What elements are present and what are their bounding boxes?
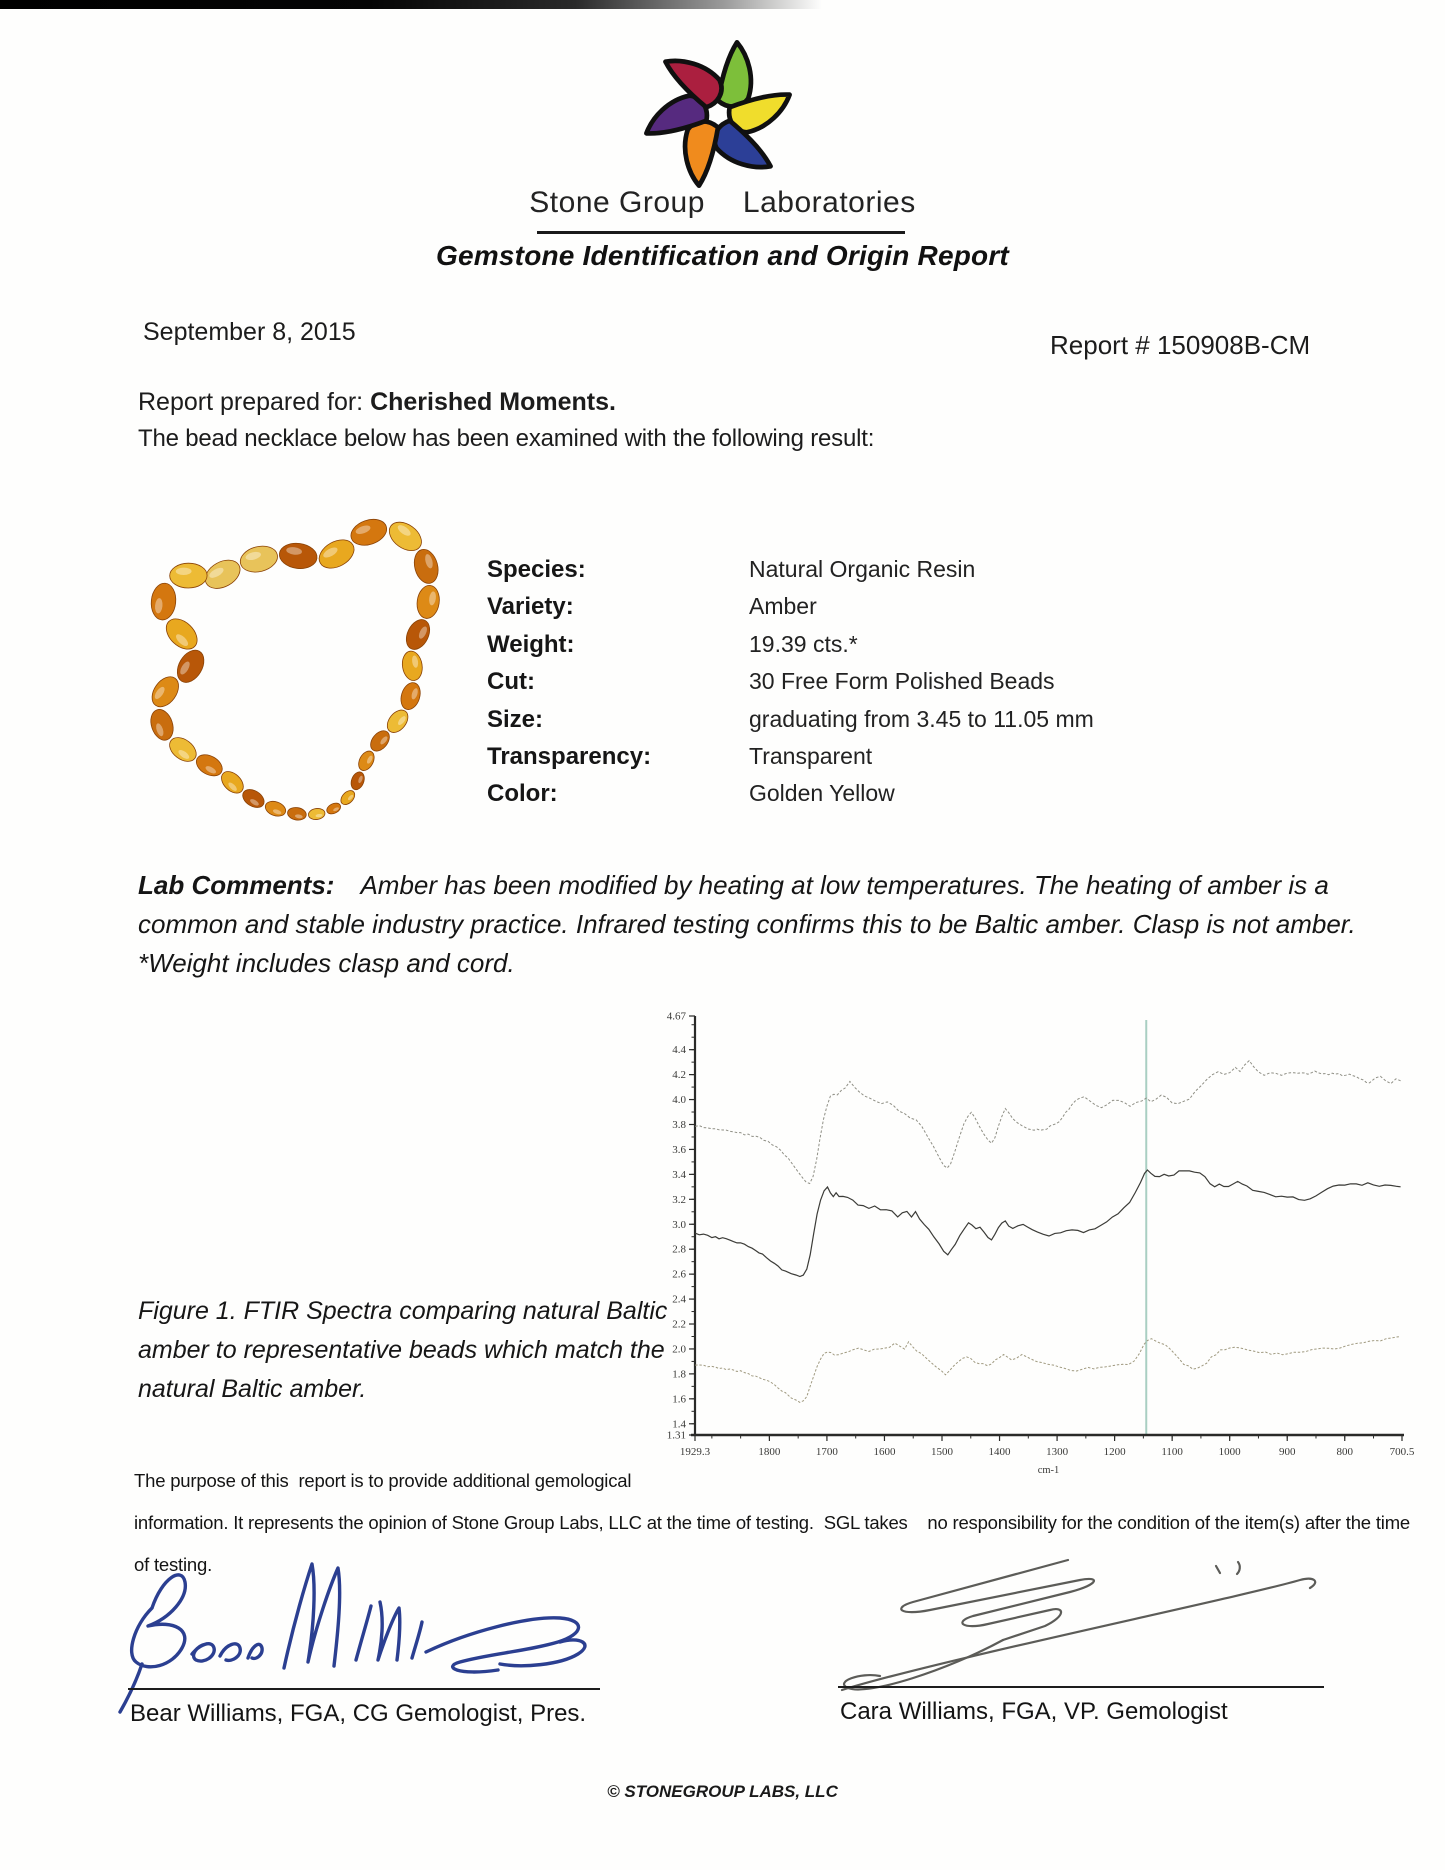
property-row (487, 780, 1094, 817)
property-value: 19.39 cts.* (749, 630, 858, 657)
ftir-chart-canvas (580, 986, 1445, 1496)
amber-bead (238, 542, 281, 575)
signature-stroke (220, 1644, 240, 1661)
y-tick-label: 3.8 (672, 1118, 686, 1131)
x-tick-label: 1300 (1046, 1446, 1069, 1458)
y-tick-label: 1.31 (666, 1429, 686, 1442)
disclaimer-line: of testing. (134, 1554, 213, 1575)
amber-bead (402, 616, 435, 654)
y-tick-label: 2.0 (672, 1343, 686, 1356)
property-label: Species: (487, 556, 586, 583)
disclaimer-line: information. It represents the opinion of Stone Group Labs, LLC at the time of testing. SGL takes no responsibility for the condition of the item(s) after the time (134, 1512, 1410, 1533)
lab-comments-text1: Amber has been modified by heating at low temperatures. The heating of amber is a (360, 870, 1329, 900)
x-tick-label: 1400 (988, 1446, 1011, 1458)
x-tick-label: 700.5 (1389, 1446, 1415, 1458)
signature-stroke (842, 1579, 1315, 1690)
y-tick-label: 2.6 (672, 1268, 686, 1281)
signature-stroke (192, 1644, 214, 1661)
figure-caption-line1: Figure 1. FTIR Spectra comparing natural Baltic (138, 1297, 668, 1325)
amber-bead (411, 547, 442, 586)
y-tick-label: 3.4 (672, 1168, 686, 1181)
property-value: graduating from 3.45 to 11.05 mm (749, 705, 1094, 732)
lab-comments-footnote: *Weight includes clasp and cord. (138, 948, 515, 978)
y-tick-label: 1.6 (672, 1393, 686, 1406)
figure-caption-line3: natural Baltic amber. (138, 1375, 367, 1403)
cara-williams-signature-image (818, 1538, 1358, 1708)
lab-comments-label: Lab Comments: (138, 870, 335, 900)
property-value: Golden Yellow (749, 780, 895, 807)
property-value: 30 Free Form Polished Beads (749, 668, 1055, 695)
figure-caption-line2: amber to representative beads which match the (138, 1336, 665, 1364)
ftir-spectra-chart (580, 986, 1445, 1496)
property-value: Amber (749, 593, 817, 620)
copyright-footer: © STONEGROUP LABS, LLC (607, 1782, 838, 1801)
property-label: Size: (487, 705, 544, 733)
amber-bead (347, 515, 390, 550)
x-tick-label: 1700 (815, 1446, 838, 1458)
y-tick-label: 3.0 (672, 1218, 686, 1231)
property-label: Color: (487, 780, 558, 808)
property-row (487, 668, 1094, 705)
amber-bead (349, 770, 367, 792)
signature-stroke (378, 1602, 400, 1660)
y-tick-label: 2.2 (672, 1318, 686, 1331)
stone-group-logo (638, 30, 798, 190)
x-tick-label: 1600 (873, 1446, 896, 1458)
property-label: Cut: (487, 668, 535, 696)
scan-artifact-band (0, 0, 822, 9)
report-title: Gemstone Identification and Origin Report (436, 240, 1009, 271)
x-tick-label: 1100 (1161, 1446, 1183, 1458)
spectrum-curve (695, 1061, 1400, 1184)
prepared-for-prefix: Report prepared for: (138, 388, 371, 416)
property-row (487, 706, 1094, 743)
signature-stroke (132, 1575, 186, 1667)
disclaimer-line: The purpose of this report is to provide additional gemological (134, 1470, 632, 1491)
x-tick-label: 1929.3 (679, 1446, 711, 1458)
signature-stroke (284, 1564, 340, 1668)
gem-properties-table (487, 556, 1094, 818)
signature-stroke (1216, 1566, 1220, 1573)
y-tick-label: 1.4 (672, 1418, 686, 1431)
y-tick-label: 2.4 (672, 1293, 686, 1306)
y-tick-label: 4.2 (672, 1069, 686, 1082)
amber-bead (150, 582, 178, 621)
y-tick-label: 3.6 (672, 1143, 686, 1156)
lab-comments-line1 (138, 866, 1408, 905)
client-name: Cherished Moments. (370, 388, 616, 416)
logo-petal-icon (718, 42, 751, 106)
amber-bead (239, 786, 267, 811)
amber-bead (278, 541, 319, 571)
property-row (487, 743, 1094, 780)
x-axis-label: cm-1 (1037, 1465, 1060, 1476)
amber-bead (325, 801, 342, 816)
property-label: Weight: (487, 630, 575, 658)
y-tick-label: 1.8 (672, 1368, 686, 1381)
property-label: Transparency: (487, 742, 652, 770)
spectrum-curve (695, 1337, 1400, 1403)
lab-name-right: Laboratories (742, 186, 916, 219)
logo-petal-icon (685, 121, 718, 185)
amber-bead (147, 706, 177, 743)
report-date: September 8, 2015 (143, 318, 356, 346)
property-row (487, 556, 1094, 593)
lab-name-underline (537, 231, 905, 234)
amber-bead (400, 650, 424, 682)
signature-line-left (128, 1688, 600, 1690)
amber-bead (193, 750, 226, 780)
signer-name-right: Cara Williams, FGA, VP. Gemologist (840, 1698, 1228, 1725)
property-value: Natural Organic Resin (749, 556, 976, 582)
property-label: Variety: (487, 593, 574, 621)
amber-bead (287, 806, 308, 821)
signature-stroke (248, 1644, 262, 1658)
lab-comments-text2: common and stable industry practice. Infrared testing confirms this to be Baltic amber. Clasp is not amber. (138, 909, 1356, 939)
signature-block-vp (818, 1538, 1358, 1738)
y-tick-label: 4.0 (672, 1094, 686, 1107)
amber-bead (415, 584, 442, 620)
property-row (487, 593, 1094, 630)
lab-name-left: Stone Group (529, 186, 705, 219)
signature-stroke (901, 1560, 1094, 1640)
amber-bead (398, 680, 424, 712)
signature-stroke (356, 1606, 371, 1660)
amber-bead (170, 563, 208, 588)
y-tick-label: 3.2 (672, 1193, 686, 1206)
x-tick-label: 1800 (758, 1446, 781, 1458)
lab-comments (138, 866, 1408, 983)
y-tick-label: 2.8 (672, 1243, 686, 1256)
y-tick-label: 4.67 (666, 1010, 686, 1023)
x-tick-label: 1200 (1103, 1446, 1126, 1458)
x-tick-label: 1000 (1218, 1446, 1241, 1458)
property-row (487, 631, 1094, 668)
x-tick-label: 1500 (931, 1446, 954, 1458)
figure-caption (138, 1292, 678, 1409)
pinwheel-logo-icon (638, 30, 798, 190)
signature-stroke (1237, 1562, 1240, 1574)
necklace-image (112, 492, 446, 840)
lab-name (0, 186, 1445, 220)
signature-line-right (838, 1686, 1324, 1688)
spectrum-curve (695, 1170, 1400, 1277)
examination-statement: The bead necklace below has been examined with the following result: (138, 425, 875, 452)
amber-bead (338, 788, 357, 807)
amber-bead (263, 799, 287, 819)
signature-stroke (412, 1622, 422, 1658)
amber-necklace-photo (112, 492, 446, 840)
signer-name-left: Bear Williams, FGA, CG Gemologist, Pres. (130, 1700, 587, 1727)
y-tick-label: 4.4 (672, 1044, 686, 1057)
x-tick-label: 800 (1336, 1446, 1354, 1458)
report-number: Report # 150908B-CM (1050, 330, 1311, 360)
amber-bead (356, 748, 378, 773)
bear-williams-signature-image (108, 1556, 628, 1716)
amber-bead (308, 807, 326, 820)
x-tick-label: 900 (1278, 1446, 1296, 1458)
signature-block-president (108, 1556, 628, 1746)
property-value: Transparent (749, 742, 873, 769)
prepared-for-line (138, 388, 616, 417)
